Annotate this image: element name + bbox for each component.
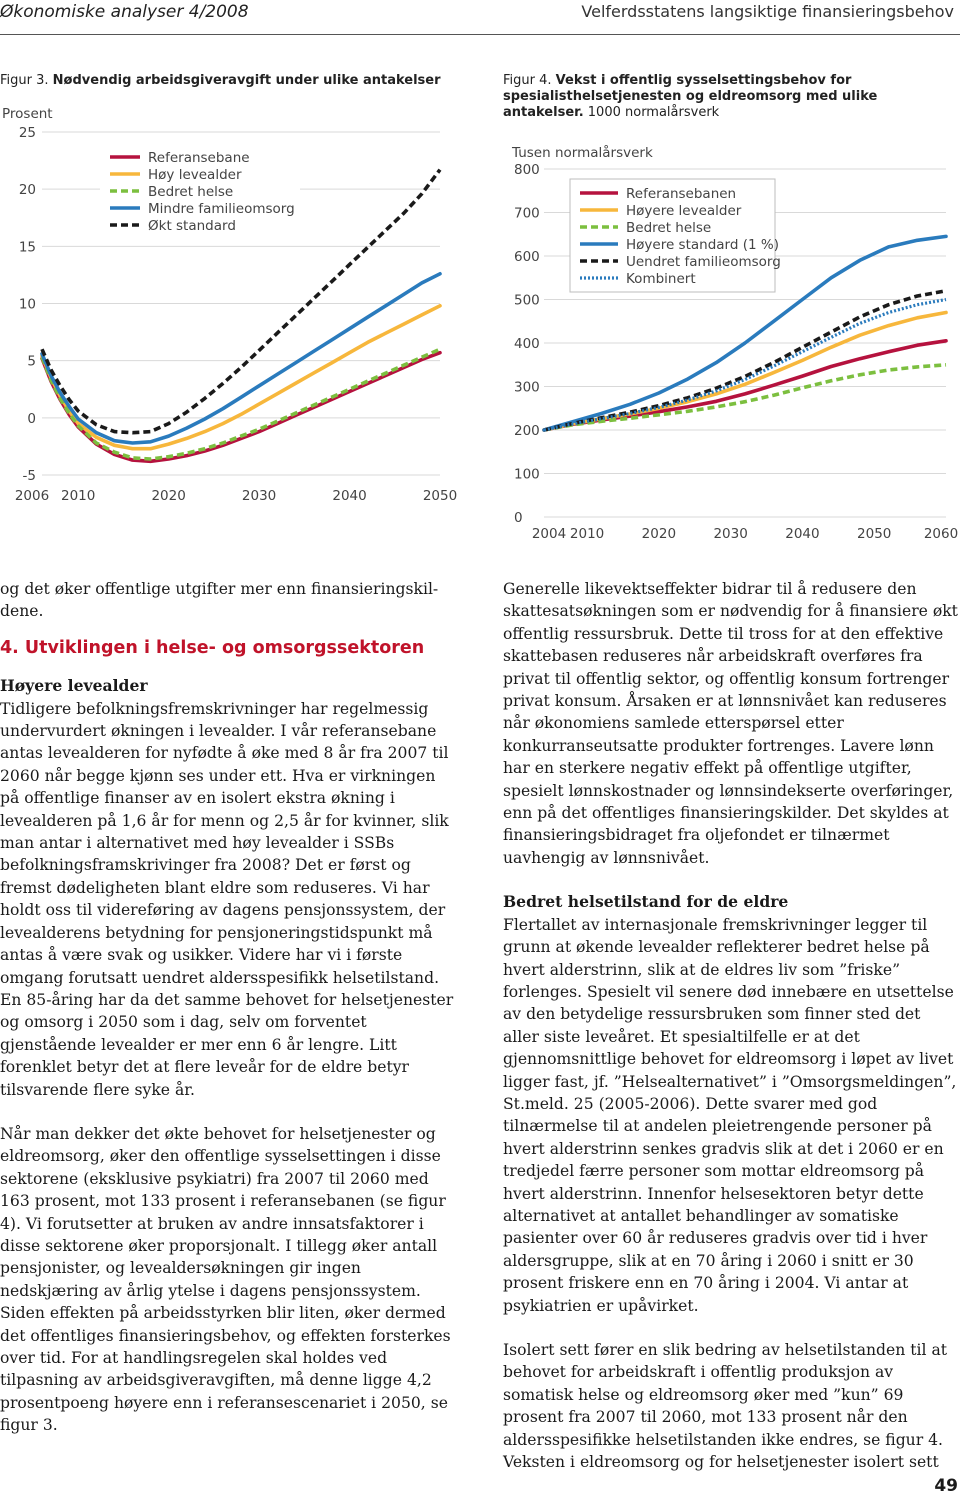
x-tick-label: 2020: [641, 526, 677, 542]
figure4-title: Vekst i offentlig sysselsettingsbehov for spesialisthelsetjenesten og eldreomsorg med ulike antakelser.: [503, 73, 878, 120]
series-line-5: [544, 291, 946, 430]
y-tick-label: 700: [514, 205, 540, 222]
section-heading: 4. Utviklingen i helse- og omsorgssektoren: [0, 637, 425, 658]
x-tick-label: 2040: [785, 526, 820, 542]
paragraph: Tidligere befolkningsfremskrivninger har regelmessig undervurdert økningen i levealder. I vår referansebane antas levealderen for nyfødte å øke med 8 år fra 2007 til 2060 når begge kjønn ses under ett. Hva er virkningen på offentlige finanser av en isolert ekstra økning i levealderen på 1,6 år for menn og 2,5 år for kvinner, slik man antar i alternativet med høy levealder i SSBs befolkningsframskrivinger fra 2008? Det er først og fremst dødeligheten blant eldre som reduseres. Vi har holdt oss til videreføring av dagens pensjonssystem, der levealderens betydning for pensjoneringstidspunkt må antas å være svak og usikker. Videre har vi i første omgang forutsatt uendret aldersspesifikk helsetilstand. En 85-åring har da det samme behovet for helsetjenester og omsorg i 2050 som i dag, selv om forventet gjenstående levealder er mer enn 6 år lengre. Litt forenklet betyr det at flere leveår for de eldre betyr tilsvarende flere syke år.: [0, 699, 454, 1099]
y-tick-label: 0: [514, 510, 523, 526]
series-line-3: [42, 349, 440, 459]
legend-label: Økt standard: [148, 218, 236, 234]
figure4-unit-suffix: 1000 normalårsverk: [587, 105, 720, 120]
legend-label: Høyere standard (1 %): [626, 237, 779, 253]
y-tick-label: 10: [18, 296, 36, 313]
paragraph: Når man dekker det økte behovet for helsetjenester og eldreomsorg, øker den offentlige sysselsettingen i disse sektorene (eksklusive psykiatri) fra 2007 til 2060 med 163 prosent, mot 133 prosent i referansebanen (se figur 4). Vi forutsetter at bruken av andre innsatsfaktorer i disse sektorene øker proporsjonalt. I tillegg øker antall pensjonister, og levealdersøkningen gir ingen nedskjæring av årlig ytelse i dagens pensjonssystem. Siden effekten på arbeidsstyrken blir liten, øker dermed det offentliges finansieringsbehov, og effekten forsterkes over tid. For at handlingsregelen skal holdes ved tilpasning av arbeidsgiveravgiften, må denne ligge 4,2 prosentpoeng høyere enn i referansescenariet i 2050, se figur 3.: [0, 1124, 451, 1435]
subsection-heading: Høyere levealder: [0, 676, 148, 696]
series-line-1: [42, 353, 440, 462]
x-tick-label: 2010: [61, 488, 96, 504]
y-tick-label: 20: [18, 182, 36, 199]
body-column-left: [0, 578, 455, 1437]
article-title: Velferdsstatens langsiktige finansieringsbehov: [581, 2, 954, 21]
legend-label: Høy levealder: [148, 167, 242, 183]
journal-title: Økonomiske analyser 4/2008: [0, 2, 249, 22]
x-tick-label: 2040: [332, 488, 367, 504]
y-tick-label: 0: [27, 410, 36, 427]
x-tick-label: 2030: [241, 488, 277, 504]
legend-label: Referansebane: [148, 150, 250, 166]
figure3-ylabel: Prosent: [2, 106, 53, 122]
legend-label: Kombinert: [626, 271, 696, 287]
y-tick-label: 15: [18, 239, 36, 256]
x-tick-label: 2050: [857, 526, 892, 542]
y-tick-label: 100: [514, 466, 540, 483]
paragraph: Isolert sett fører en slik bedring av helsetilstanden til at behovet for arbeidskraft i offentlig produksjon av somatisk helse og eldreomsorg øker med ”kun” 69 prosent fra 2007 til 2060, mot 133 prosent når den aldersspesifikke helsetilstanden ikke endres, se figur 4. Veksten i eldreomsorg og for helsetjenester isolert sett: [503, 1341, 948, 1472]
body-column-right: [503, 578, 960, 1473]
header-rule: [0, 34, 960, 35]
x-tick-label: 2006: [14, 488, 50, 504]
legend-label: Referansebanen: [626, 186, 737, 202]
y-tick-label: 200: [514, 423, 540, 439]
x-tick-label: 2004: [531, 526, 567, 542]
legend-label: Uendret familieomsorg: [626, 254, 781, 270]
legend-label: Høyere levealder: [626, 203, 742, 219]
legend-label: Bedret helse: [148, 184, 234, 200]
y-tick-label: 25: [18, 125, 36, 141]
figure4-chart: [500, 135, 960, 550]
x-tick-label: 2060: [923, 526, 959, 542]
figure3-label: Figur 3.: [0, 73, 49, 88]
figure3-caption: [0, 73, 460, 89]
figure4-caption: [503, 73, 933, 121]
y-tick-label: 800: [514, 162, 540, 178]
figure4-label: Figur 4.: [503, 73, 552, 88]
legend-label: Mindre familieomsorg: [148, 201, 295, 217]
series-line-6: [544, 300, 946, 431]
paragraph: Flertallet av internasjonale fremskrivninger legger til grunn at økende levealder reflekterer bedret helse på hvert alderstrinn, slik at de eldres liv som ”friske” forlenges. Spesielt vil senere død innebære en utsettelse av den betydelige ressursbruken som finner sted det aller siste leveåret. Et spesialtilfelle er at det gjennomsnittlige behovet for eldreomsorg i løpet av livet ligger fast, jf. ”Helsealternativet” i ”Omsorgsmeldingen”, St.meld. 25 (2005-2006). Dette svarer med god tilnærmelse til at andelen pleietrengende personer på hvert alderstrinn senkes gradvis slik at det i 2060 er en tredjedel færre personer som mottar eldreomsorg på hvert alderstrinn. Innenfor helsesektoren betyr dette alternativet at antallet behandlinger av somatiske pasienter over 60 år reduseres gradvis over tid i hver aldersgruppe, slik at en 70 åring i 2060 i snitt er 30 prosent friskere enn en 70 åring i 2004. Vi antar at psykiatrien er upåvirket.: [503, 915, 957, 1315]
figure4-ylabel: Tusen normalårsverk: [512, 145, 653, 161]
page-number: 49: [934, 1476, 958, 1496]
x-tick-label: 2050: [422, 488, 458, 504]
running-header: [0, 0, 960, 28]
y-tick-label: 300: [514, 379, 540, 396]
y-tick-label: 400: [514, 336, 540, 352]
subsection-heading: Bedret helsetilstand for de eldre: [503, 892, 789, 912]
x-tick-label: 2020: [151, 488, 186, 504]
paragraph: og det øker offentlige utgifter mer enn finansieringskil-dene.: [0, 580, 439, 621]
x-tick-label: 2010: [569, 526, 605, 542]
paragraph: Generelle likevektseffekter bidrar til å redusere den skattesatsøkningen som er nødvendig for å finansiere økt offentlig ressursbruk. Dette til tross for at den effektive skattebasen reduseres når arbeidskraft overføres fra privat til offentlig sektor, og offentlig konsum fortrenger privat konsum. Årsaken er at lønnsnivået kan reduseres når økonomiens samlede etterspørsel etter konkurranseutsatte produkter fortrenges. Lavere lønn har en sterkere negativ effekt på offentlige utgifter, spesielt lønnskostnader og lønnsindekserte overføringer, enn på det offentliges finansieringskilder. Det skyldes at finansieringsbidraget fra oljefondet er tilnærmet uavhengig av lønnsnivået.: [503, 580, 958, 867]
y-tick-label: 500: [514, 292, 540, 309]
y-tick-label: 5: [27, 353, 36, 370]
legend-label: Bedret helse: [626, 220, 712, 236]
figure3-chart: [0, 90, 470, 510]
figure3-title: Nødvendig arbeidsgiveravgift under ulike antakelser: [52, 73, 441, 88]
y-tick-label: 600: [514, 249, 540, 265]
x-tick-label: 2030: [713, 526, 748, 542]
y-tick-label: -5: [22, 468, 36, 484]
